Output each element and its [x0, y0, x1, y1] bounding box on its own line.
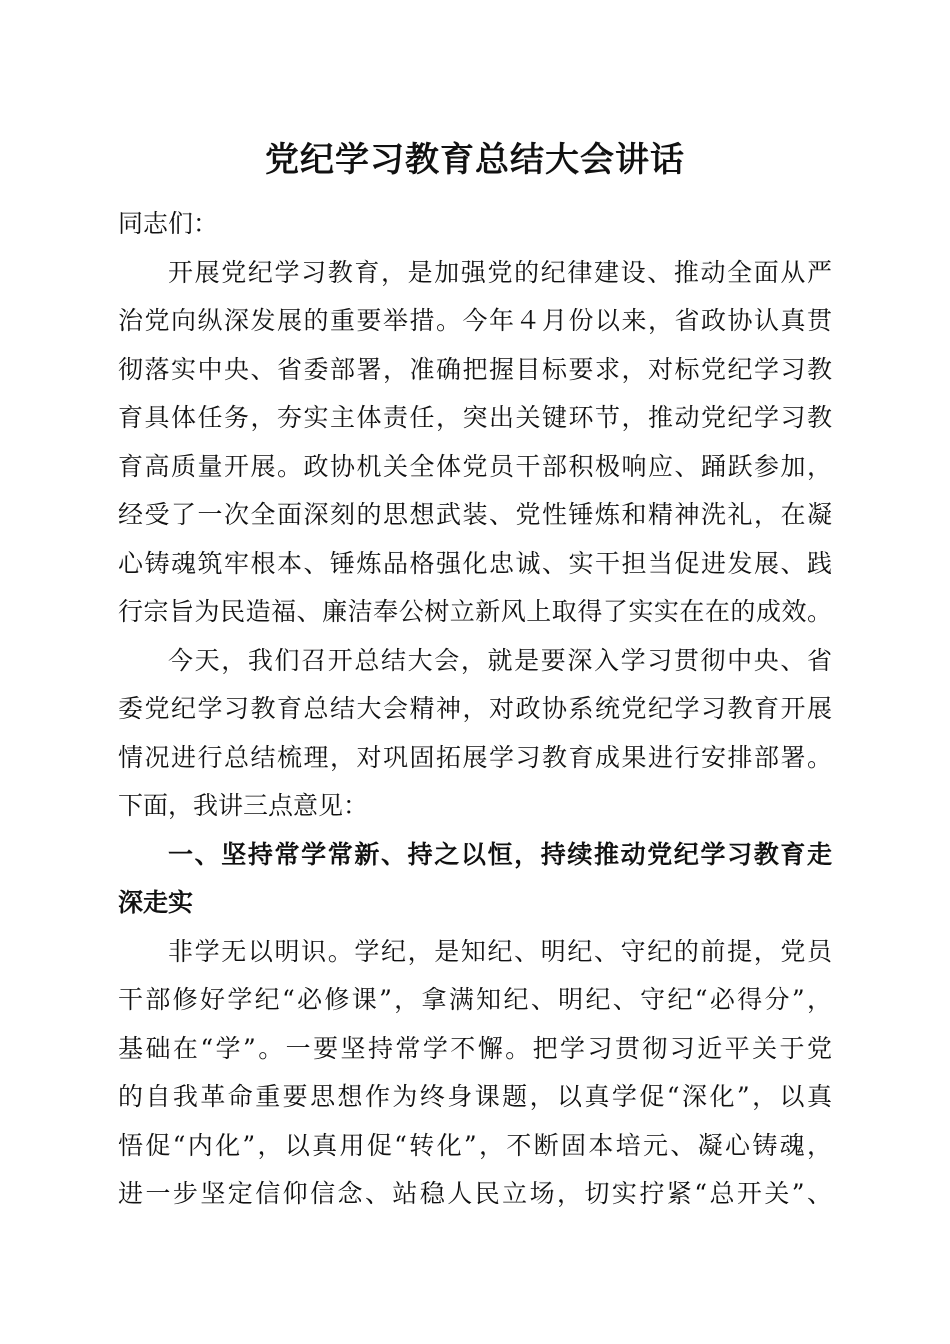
paragraph-1-line: 经受了一次全面深刻的思想武装、党性锤炼和精神洗礼，在凝: [118, 500, 832, 529]
paragraph-2-line: 委党纪学习教育总结大会精神，对政协系统党纪学习教育开展: [118, 694, 832, 723]
paragraph-1-line: 育高质量开展。政协机关全体党员干部积极响应、踊跃参加，: [118, 451, 832, 481]
paragraph-3-line: 悟促“内化”，以真用促“转化”，不断固本培元、凝心铸魂，: [118, 1130, 832, 1160]
section-heading-1: 深走实: [118, 888, 194, 917]
paragraph-3-line: 进一步坚定信仰信念、站稳人民立场，切实拧紧“总开关”、: [118, 1179, 832, 1208]
paragraph-3-line: 的自我革命重要思想作为终身课题，以真学促“深化”，以真: [118, 1082, 832, 1111]
section-heading-1: 一、坚持常学常新、持之以恒，持续推动党纪学习教育走: [168, 839, 832, 869]
paragraph-3-line: 非学无以明识。学纪，是知纪、明纪、守纪的前提，党员: [168, 936, 832, 966]
document-title: 党纪学习教育总结大会讲话: [265, 140, 685, 180]
paragraph-1-line: 彻落实中央、省委部署，准确把握目标要求，对标党纪学习教: [118, 354, 832, 384]
paragraph-2-line: 情况进行总结梳理，对巩固拓展学习教育成果进行安排部署。: [118, 742, 832, 772]
salutation: 同志们：: [118, 209, 219, 238]
paragraph-1-line: 治党向纵深发展的重要举措。今年４月份以来，省政协认真贯: [118, 306, 832, 335]
paragraph-2-line: 下面，我讲三点意见：: [118, 791, 369, 820]
paragraph-3-line: 基础在“学”。一要坚持常学不懈。把学习贯彻习近平关于党: [118, 1033, 832, 1063]
paragraph-1-line: 行宗旨为民造福、廉洁奉公树立新风上取得了实实在在的成效。: [118, 597, 832, 626]
paragraph-3-line: 干部修好学纪“必修课”，拿满知纪、明纪、守纪“必得分”，: [118, 985, 832, 1014]
paragraph-2-line: 今天，我们召开总结大会，就是要深入学习贯彻中央、省: [168, 645, 832, 675]
document-body: [118, 200, 832, 1219]
paragraph-1-line: 心铸魂筑牢根本、锤炼品格强化忠诚、实干担当促进发展、践: [118, 548, 832, 578]
paragraph-1-line: 开展党纪学习教育，是加强党的纪律建设、推动全面从严: [168, 257, 832, 287]
paragraph-1-line: 育具体任务，夯实主体责任，突出关键环节，推动党纪学习教: [118, 403, 832, 432]
